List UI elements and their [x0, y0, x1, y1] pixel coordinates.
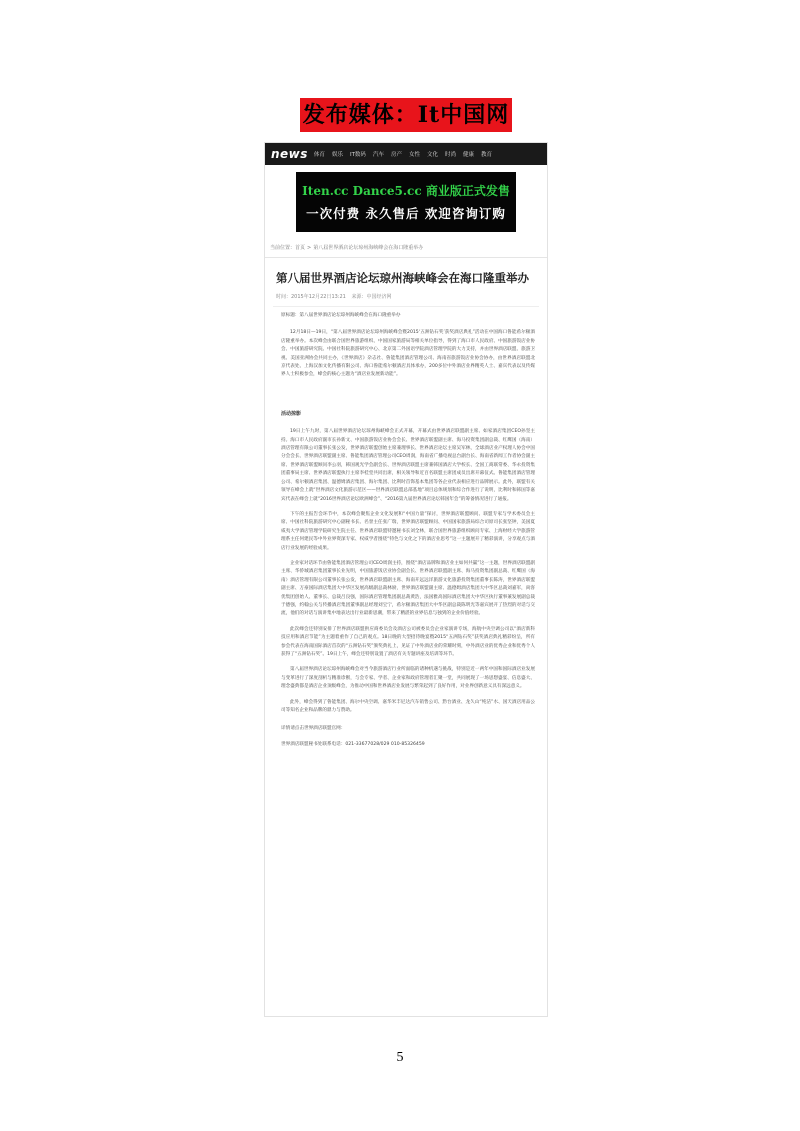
- nav-item-culture[interactable]: 文化: [426, 152, 438, 158]
- nav-item-sports[interactable]: 体育: [313, 152, 325, 158]
- article-subtitle: 原标题：第八届世界酒店论坛琼州海峡峰会在海口隆重举办: [281, 313, 401, 318]
- article-screenshot: [264, 142, 548, 1017]
- article-title: 第八届世界酒店论坛琼州海峡峰会在海口隆重举办: [276, 271, 529, 285]
- nav-item-it-digital[interactable]: IT数码: [349, 152, 366, 158]
- article-paragraph: 19日上午九时，第八届世界酒店论坛琼州海峡峰会正式开幕，开幕式由世界酒店联盟副主席、如家酒店集团CEO孙坚主持。海口市人民政府副市长孙新文、中国旅游饭店业协会会长、世界酒店联盟副主席、海马投资集团副总裁、红鹰国（海南）酒店管理有限公司董事长张公发，世界酒店联盟创始主席兼理事长、世界酒店论坛主席吴军林，全球酒店业产权理人协会中国分会会长、世界酒店联盟副主席、鲁能集团酒店管理公司CEO周润，海南省广播电视总台副台长、海南省新闻工作者协会副主席、世界酒店联盟顾问李公羽，韩国观光学会副会长、世界酒店联盟主席兼韩国酒店大学校长、全国工商联常委、华永投资集团董事局主席、世界酒店联盟执行主席李桂堂共同出席，相关领导和近百名联盟主席团成员出席开幕仪式。鲁能集团酒店管理公司、希尔顿酒店集团、温德姆酒店集团、海尔集团、比利时首饰基本集团等各企业代表相应进行品牌展示。此外，联盟有关领导在峰会上就“世界酒店文化旅游示范区——世界酒店联盟总部基地”项目总体规划和综合作进行了说明，比利时和韩国等嘉宾代表在峰会上就“2016世界酒店论坛欧洲峰会”、“2016第九届世界酒店论坛韩国年会”的筹备情况进行了通报。: [281, 429, 535, 502]
- nav-item-health[interactable]: 健康: [463, 152, 475, 158]
- breadcrumb-label: 当前位置：: [270, 245, 296, 251]
- article-body: [265, 307, 547, 749]
- article-time: 时间：2015年12月22日13:21: [276, 294, 346, 300]
- publishing-media-banner: 发布媒体：It中国网: [300, 98, 512, 132]
- article-paragraph: 第八届世界酒店论坛琼州海峡峰会对当今旅游酒店行业所面临的诸种机遇与挑战，特别是近一两年中国和国际酒店业发展与变革进行了深度剖析与精准诊断，与会专家、学者、企业家和政府管理者汇聚一堂，共同展现了一场思想盛宴、信息盛大、理念盛典都是酒店企业顶级峰会，为推动中国和世界酒店业发展与繁荣起到了良好作用，对业界创新意义具有深远意义。: [281, 667, 535, 690]
- nav-item-realestate[interactable]: 房产: [390, 152, 402, 158]
- breadcrumb: [270, 244, 547, 251]
- article-paragraph: 此次峰会还特别安排了世界酒店联盟供应商委员会及酒店公司被委员会企业家演讲专场，海航中央空调公司以“酒店新科技应用和酒店节能”为主题着重作了自己的观点。18日晚的大型招待晚宴暨2015“五洲钻石奖”获奖酒店典礼精彩纷呈，所有参会代表在海南国际酒店首次的“五洲钻石奖”颁奖典礼上，见证了中外酒店业的荣耀时刻，中外酒店业的优秀企业和优秀个人获得了“五洲钻石奖”。19日上午，峰会还特别设置了酒店有关专题讲座及培训等环节。: [281, 626, 535, 657]
- divider: [265, 257, 547, 258]
- breadcrumb-current: 第八届世界酒店论坛琼州海峡峰会在海口隆重举办: [313, 245, 424, 251]
- site-navbar: [265, 143, 547, 165]
- ad-banner[interactable]: [296, 172, 516, 232]
- article-source: 来源：中国经济网: [351, 294, 392, 300]
- article-paragraph: 下午的主报告会环节中，本次峰会聚焦企业文化发展和“中国力量”探讨，世界酒店联盟顾问、联盟专家与学术委员会主席、中国社科院旅游研究中心副秘书长、名誉主任张广瑞，世界酒店联盟顾问、中国国家旅游局综合司原司长张坚钟，美国夏威夷大学酒店管理学院研究生院主任、世界酒店联盟特邀秘书长刘全林，联合国世界旅游组织顾问专家、上海财经大学旅游管理系主任何建民等中外业界资深专家、权威学者围绕“特色与文化之下的酒店业思考”这一主题展开了精彩演讲，分享观点与酒店行业发展的经验成果。: [281, 511, 535, 551]
- contact-label[interactable]: 详情请点击世界酒店联盟官网：: [281, 726, 346, 732]
- contact-phone: 世界酒店联盟秘书处联系电话：021-33677028/029 010-85326459: [281, 741, 425, 747]
- section-heading: 活动掠影: [281, 410, 302, 417]
- ad-tagline: 一次付费 永久售后 欢迎咨询订购: [306, 206, 506, 221]
- breadcrumb-separator: >: [307, 245, 312, 251]
- nav-item-education[interactable]: 教育: [481, 152, 493, 158]
- site-logo[interactable]: news: [271, 147, 308, 161]
- article-paragraph: 企业家对话环节由鲁能集团酒店管理公司CEO周润主持，围绕“酒店品牌和酒店业主如何共赢”这一主题，世界酒店联盟副主席、华侨城酒店集团董事长业先明，中国旅游饭店业协会副会长、世界酒店联盟副主席、海马投资集团副总裁、红鹰国（海南）酒店管理有限公司董事长张公发，世界酒店联盟副主席、海南开远远洋旅游文化旅游投资集团董事长陈涛，世界酒店联盟副主席、万豪国际酒店集团大中华区发展高级副总裁林励，世界酒店联盟副主席、温德姆酒店集团大中华区总裁刘嘉军，尚客优集团创始人、董事长、总裁吕良强，国际酒店管理集团副总裁黄浩，法国雅高国际酒店集团大中华区执行董事兼发展副总裁于德强，约翰公关与传播酒店集团董事副总经理刘宝宁，希尔顿酒店集团大中华区副总裁陈明光等嘉宾展开了热烈的对话与交流，他们的对话与演讲集中地表达出行业最新思潮，带来了精湛的业界信息与独到的企业价值经验。: [281, 560, 535, 617]
- article-paragraph: 12月18日—19日，“第八届世界酒店论坛琼州海峡峰会暨2015‘五洲钻石奖’获奖酒店典礼”活动在中国海口鲁能希尔顿酒店隆重举办。本次峰会由联合国世界旅游组织、中国国家旅游局等相关单位指导，得到了海口市人民政府、中国旅游饭店业协会、中国旅游研究院、中国社科院旅游研究中心、北京第二外国语学院酒店管理学院的大力支持，并由世界酒店联盟、旅游卫视、美国亚洲协会共同主办，《世界酒店》杂志社、鲁能集团酒店管理公司、海南省旅游饭店业协会协办，由世界酒店联盟北京代表处、上海汉加文化传播有限公司、海口鲁能希尔顿酒店具体承办，200多位中外酒店业界精英人士、嘉宾代表以及传媒界人士积极参会，峰会的核心主题为“酒店业发展新动能”。: [281, 330, 535, 378]
- nav-item-fashion[interactable]: 时尚: [445, 152, 457, 158]
- page-number: 5: [396, 1050, 404, 1065]
- article-paragraph: 此外，峰会得到了鲁能集团、海尔中央空调、嘉华米丰尼达汽车销售公司、黔台酒业、龙久山“纯洁”水、国天酒店用品公司等知名企业和品牌的鼎力与赞助。: [281, 699, 535, 714]
- nav-item-auto[interactable]: 汽车: [372, 152, 384, 158]
- breadcrumb-home-link[interactable]: 首页: [295, 245, 306, 251]
- ad-headline: Iten.cc Dance5.cc 商业版正式发售: [302, 184, 510, 198]
- nav-item-entertainment[interactable]: 娱乐: [331, 152, 343, 158]
- nav-item-women[interactable]: 女性: [408, 152, 420, 158]
- article-meta: [276, 293, 547, 300]
